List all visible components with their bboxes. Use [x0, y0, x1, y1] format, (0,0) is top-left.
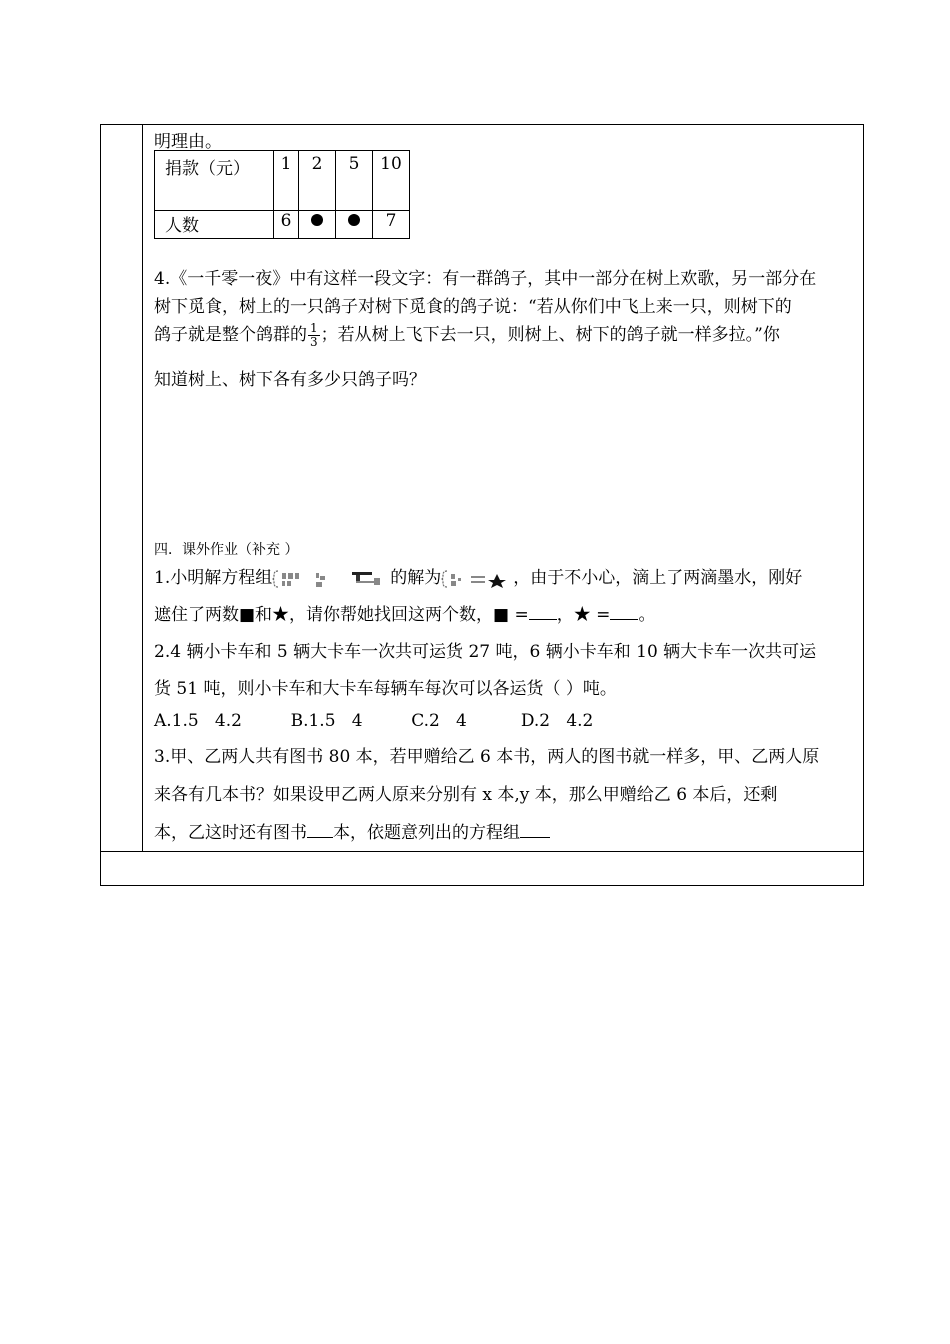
answer-blank[interactable] [520, 821, 550, 838]
q4-line2: 树下觅食，树上的一只鸽子对树下觅食的鸽子说：“若从你们中飞上来一只，则树下的 [154, 297, 792, 317]
hw-p2-line2: 货 51 吨，则小卡车和大卡车每辆车每次可以各运货（ ）吨。 [154, 679, 617, 699]
amount-cell: 2 [299, 151, 336, 211]
hw-p3-line2: 来各有几本书？如果设甲乙两人原来分别有 x 本,y 本，那么甲赠给乙 6 本后，还剩 [154, 785, 778, 805]
q3-tail: 明理由。 [154, 132, 222, 152]
count-cell: 7 [373, 211, 410, 239]
blurred-equation-system [272, 568, 390, 590]
homework-heading: 四．课外作业（补充 ） [154, 542, 299, 558]
left-column [101, 125, 143, 852]
amount-cell: 10 [373, 151, 410, 211]
table-header-label: 捐款（元） [155, 151, 274, 211]
ink-blot-icon [348, 214, 360, 226]
hw-p1-line1: 1.小明解方程组 的解为 ，由于不小心，滴上了两滴墨水，刚好 [154, 568, 803, 588]
hw-p2-options: A.1.5 4.2 B.1.5 4 C.2 4 D.2 4.2 [154, 711, 594, 731]
row-divider [101, 851, 863, 852]
count-cell [299, 211, 336, 239]
answer-blank[interactable] [610, 603, 638, 620]
hw-p3-line1: 3.甲、乙两人共有图书 80 本，若甲赠给乙 6 本书，两人的图书就一样多，甲、乙两人原 [154, 747, 820, 767]
q4-line1: 4.《一千零一夜》中有这样一段文字：有一群鸽子，其中一部分在树上欢歌，另一部分在 [154, 269, 817, 289]
worksheet-table [100, 124, 864, 886]
hw-p3-line3: 本，乙这时还有图书 本，依题意列出的方程组 [154, 818, 550, 843]
hw-p1-line2: 遮住了两数■和★，请你帮她找回这两个数，■ = ，★ = 。 [154, 605, 656, 625]
amount-cell: 1 [274, 151, 299, 211]
count-cell: 6 [274, 211, 299, 239]
fraction: $\frac{1}{3}$ [310, 321, 318, 349]
count-cell [336, 211, 373, 239]
blurred-solution [441, 568, 513, 590]
amount-cell: 5 [336, 151, 373, 211]
ink-blot-icon [311, 214, 323, 226]
answer-blank[interactable] [529, 603, 557, 620]
q4-line4: 知道树上、树下各有多少只鸽子吗？ [154, 370, 426, 390]
donation-table [154, 150, 410, 239]
hw-p2-line1: 2.4 辆小卡车和 5 辆大卡车一次共可运货 27 吨，6 辆小卡车和 10 辆大卡车一次共可运 [154, 642, 817, 662]
table-row-label: 人数 [155, 211, 274, 239]
answer-blank[interactable] [307, 821, 333, 838]
q4-line3: 鸽子就是整个鸽群的 $\frac{1}{3}$ ；若从树上飞下去一只，则树上、树下的鸽子就一样多拉。”你 [154, 321, 780, 349]
